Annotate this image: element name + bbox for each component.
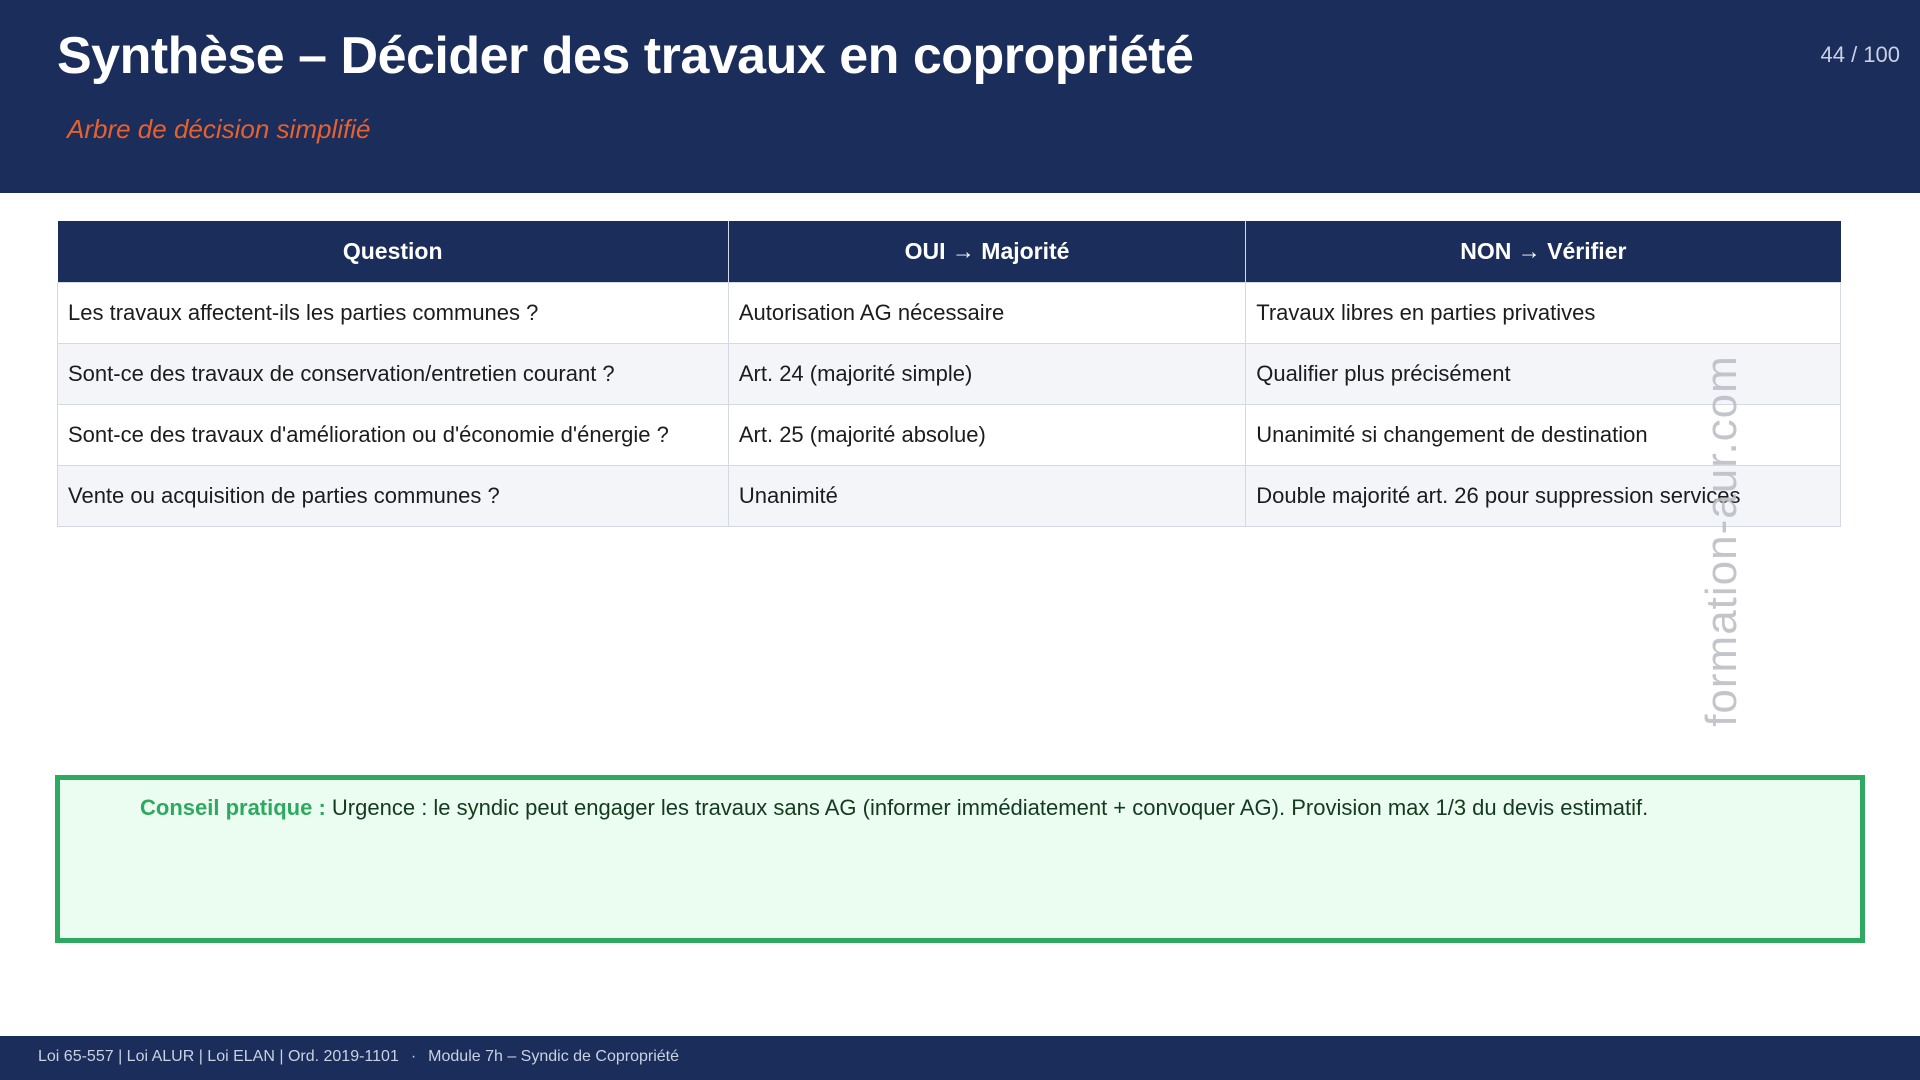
- table-cell: Sont-ce des travaux de conservation/entretien courant ?: [58, 343, 729, 404]
- table-cell: Art. 24 (majorité simple): [728, 343, 1245, 404]
- table-cell: Autorisation AG nécessaire: [728, 282, 1245, 343]
- column-header-non: NON → Vérifier: [1246, 221, 1841, 282]
- footer-text: [38, 1048, 679, 1066]
- page-subtitle: Arbre de décision simplifié: [67, 114, 371, 144]
- watermark: formation-aur.com: [1697, 355, 1746, 727]
- page-title: Synthèse – Décider des travaux en copropriété: [57, 27, 1194, 85]
- footer-separator: ·: [410, 1048, 417, 1065]
- column-header-question: Question: [58, 221, 729, 282]
- table-cell: Unanimité si changement de destination: [1246, 404, 1841, 465]
- footer-laws: Loi 65-557 | Loi ALUR | Loi ELAN | Ord. 2019-1101: [38, 1048, 399, 1065]
- table-cell: Double majorité art. 26 pour suppression services: [1246, 465, 1841, 526]
- table-row: [58, 465, 1841, 526]
- table-cell: Qualifier plus précisément: [1246, 343, 1841, 404]
- tip-box: [55, 775, 1865, 943]
- page-counter: 44 / 100: [1820, 42, 1900, 67]
- footer-module: Module 7h – Syndic de Copropriété: [428, 1048, 679, 1065]
- table-row: [58, 282, 1841, 343]
- table-cell: Sont-ce des travaux d'amélioration ou d'économie d'énergie ?: [58, 404, 729, 465]
- table-cell: Vente ou acquisition de parties communes ?: [58, 465, 729, 526]
- tip-label: Conseil pratique :: [140, 795, 326, 820]
- header-band: [0, 0, 1920, 193]
- tip-body: Urgence : le syndic peut engager les travaux sans AG (informer immédiatement + convoquer AG). Provision max 1/3 du devis estimatif.: [331, 795, 1649, 820]
- table-row: [58, 343, 1841, 404]
- tip-text: [140, 795, 1648, 821]
- table-row: [58, 404, 1841, 465]
- decision-table: [57, 221, 1841, 527]
- table-cell: Art. 25 (majorité absolue): [728, 404, 1245, 465]
- table-header-row: [58, 221, 1841, 282]
- table-cell: Les travaux affectent-ils les parties communes ?: [58, 282, 729, 343]
- table-cell: Unanimité: [728, 465, 1245, 526]
- footer-band: [0, 1036, 1920, 1080]
- column-header-oui: OUI → Majorité: [728, 221, 1245, 282]
- table-cell: Travaux libres en parties privatives: [1246, 282, 1841, 343]
